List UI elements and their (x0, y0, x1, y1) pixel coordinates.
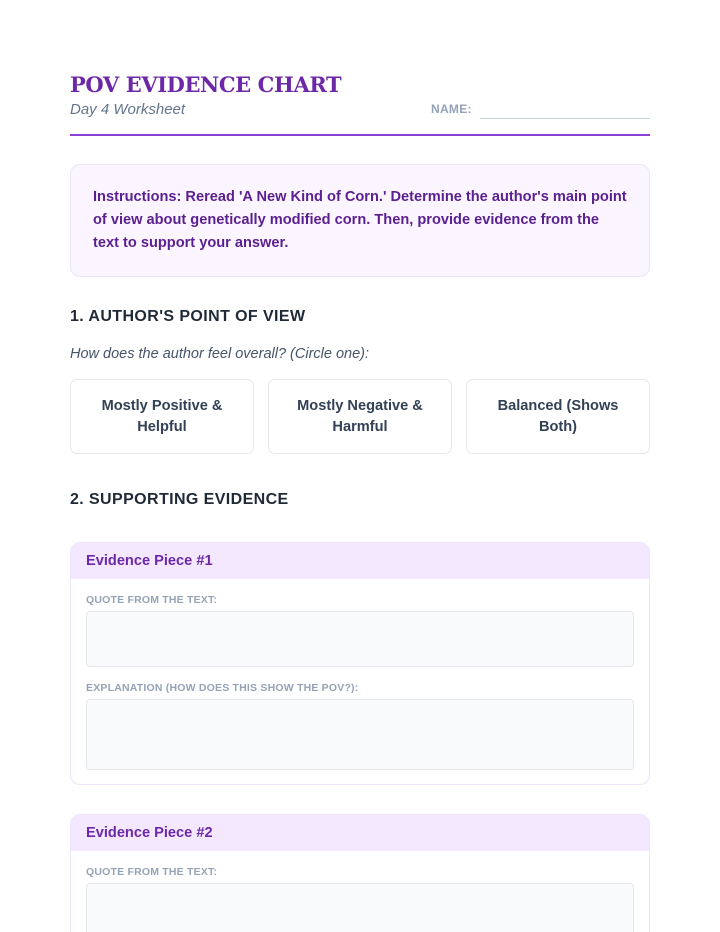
section-title-point-of-view: 1. AUTHOR'S POINT OF VIEW (70, 308, 306, 325)
page-title: POV EVIDENCE CHART (70, 72, 342, 97)
pov-options (70, 379, 650, 454)
option-label: Mostly Positive & Helpful (101, 397, 223, 435)
option-label: Balanced (Shows Both) (497, 397, 619, 435)
circle-one-prompt: How does the author feel overall? (Circle one): (70, 346, 370, 362)
section-title-supporting-evidence: 2. SUPPORTING EVIDENCE (70, 491, 289, 508)
option-mostly-positive[interactable] (70, 379, 254, 454)
evidence-card-heading: Evidence Piece #2 (71, 815, 649, 851)
evidence-card-heading: Evidence Piece #1 (71, 543, 649, 579)
option-label: Mostly Negative & Harmful (297, 397, 423, 435)
page-subtitle: Day 4 Worksheet (70, 101, 186, 118)
option-balanced[interactable] (466, 379, 650, 454)
quote-label: QUOTE FROM THE TEXT: (86, 866, 218, 878)
quote-input-box[interactable] (86, 883, 634, 932)
worksheet-header (70, 72, 650, 136)
evidence-card-1 (70, 542, 650, 785)
option-mostly-negative[interactable] (268, 379, 452, 454)
evidence-card-2 (70, 814, 650, 932)
name-line-field[interactable] (480, 118, 650, 119)
name-label: NAME: (431, 102, 472, 116)
explanation-input-box[interactable] (86, 699, 634, 770)
explanation-label: EXPLANATION (HOW DOES THIS SHOW THE POV?): (86, 682, 359, 694)
quote-input-box[interactable] (86, 611, 634, 667)
instructions-box: Instructions: Reread 'A New Kind of Corn.' Determine the author's main point of view about genetically modified corn. Then, provide evidence from the text to support your answer. (70, 164, 650, 277)
quote-label: QUOTE FROM THE TEXT: (86, 594, 218, 606)
